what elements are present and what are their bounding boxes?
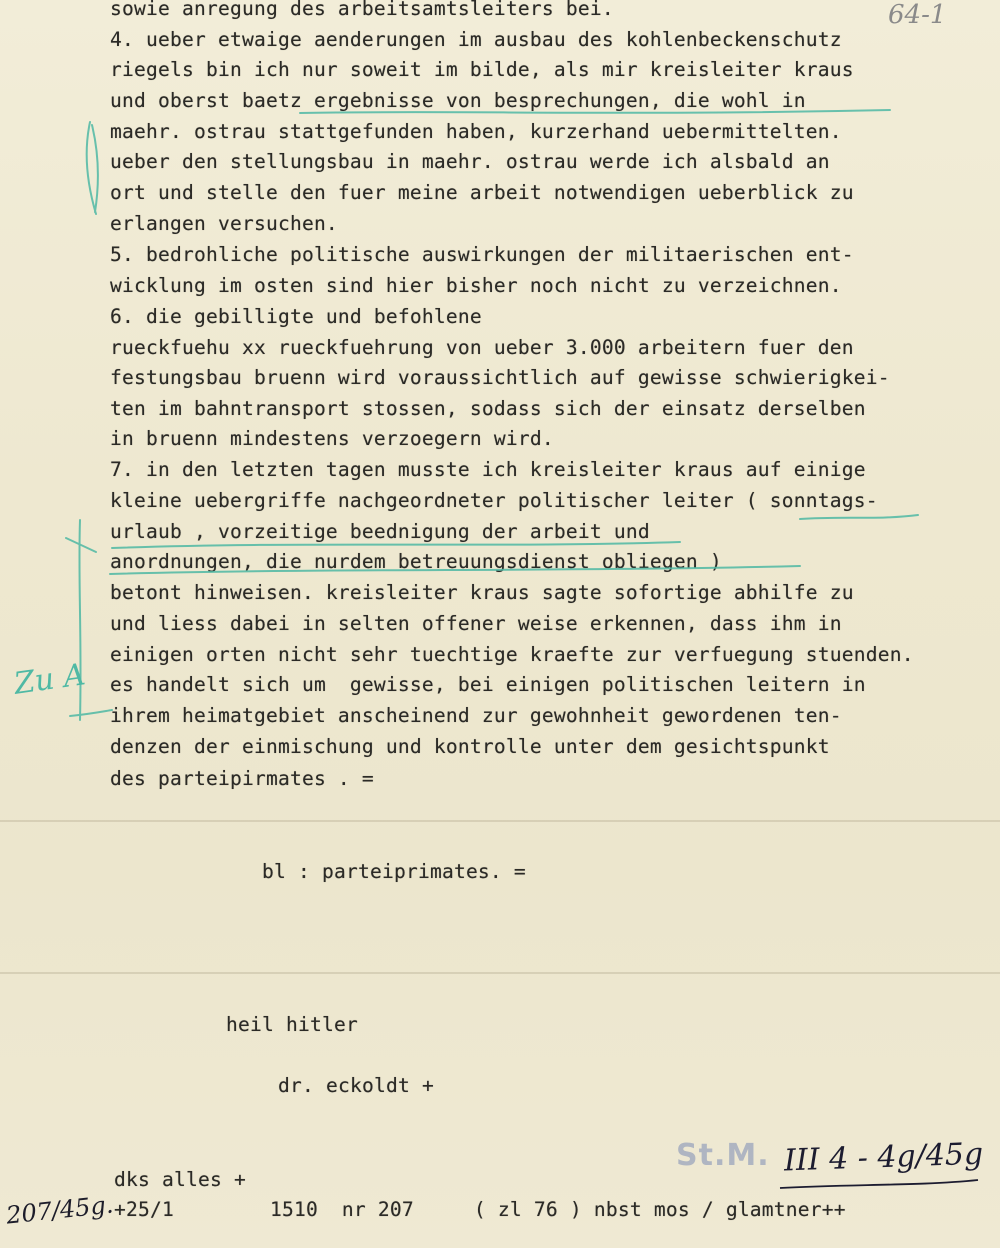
- text-line: und liess dabei in selten offener weise erkennen, dass ihm in: [110, 612, 842, 635]
- text-line: kleine uebergriffe nachgeordneter politischer leiter ( sonntags-: [110, 489, 878, 512]
- text-line: ihrem heimatgebiet anscheinend zur gewohnheit gewordenen ten-: [110, 704, 842, 727]
- footer-line-1: dks alles +: [114, 1168, 246, 1191]
- text-line: und oberst baetz ergebnisse von besprechungen, die wohl in: [110, 89, 806, 112]
- underline-mark: [780, 1180, 978, 1188]
- archive-reference-annotation: III 4 - 4g/45g: [783, 1136, 984, 1179]
- text-line: ort und stelle den fuer meine arbeit notwendigen ueberblick zu: [110, 181, 854, 204]
- text-line: riegels bin ich nur soweit im bilde, als mir kreisleiter kraus: [110, 58, 854, 81]
- tick-mark: [66, 538, 96, 552]
- margin-mark: Zu A: [11, 657, 88, 702]
- text-line: wicklung im osten sind hier bisher noch nicht zu verzeichnen.: [110, 274, 842, 297]
- closing-salutation: heil hitler: [226, 1013, 358, 1036]
- correction-line: bl : parteiprimates. =: [262, 860, 526, 883]
- text-line: erlangen versuchen.: [110, 212, 338, 235]
- archive-stamp: St.M.: [676, 1138, 770, 1173]
- paper-fold: [0, 820, 1000, 822]
- text-line: anordnungen, die nurdem betreuungsdienst obliegen ): [110, 550, 722, 573]
- text-line: sowie anregung des arbeitsamtsleiters bei.: [110, 0, 614, 20]
- text-line: 6. die gebilligte und befohlene: [110, 305, 482, 328]
- signature-line: dr. eckoldt +: [278, 1074, 434, 1097]
- text-line: festungsbau bruenn wird voraussichtlich auf gewisse schwierigkei-: [110, 366, 890, 389]
- text-line: es handelt sich um gewisse, bei einigen politischen leitern in: [110, 673, 866, 696]
- text-line: in bruenn mindestens verzoegern wird.: [110, 427, 554, 450]
- underline-mark: [800, 515, 918, 519]
- text-line: 5. bedrohliche politische auswirkungen der militaerischen ent-: [110, 243, 854, 266]
- text-line: ueber den stellungsbau in maehr. ostrau werde ich alsbald an: [110, 150, 830, 173]
- underline-mark: [70, 710, 112, 716]
- text-line: des parteipirmates . =: [110, 767, 374, 790]
- page-number-annotation: 64-1: [888, 0, 947, 30]
- text-line: ten im bahntransport stossen, sodass sich der einsatz derselben: [110, 397, 866, 420]
- text-line: urlaub , vorzeitige beednigung der arbeit und: [110, 520, 650, 543]
- text-line: rueckfuehu xx rueckfuehrung von ueber 3.000 arbeitern fuer den: [110, 336, 854, 359]
- text-line: 7. in den letzten tagen musste ich kreisleiter kraus auf einige: [110, 458, 866, 481]
- text-line: maehr. ostrau stattgefunden haben, kurzerhand uebermittelten.: [110, 120, 842, 143]
- text-line: betont hinweisen. kreisleiter kraus sagte sofortige abhilfe zu: [110, 581, 854, 604]
- text-line: 4. ueber etwaige aenderungen im ausbau des kohlenbeckenschutz: [110, 28, 842, 51]
- margin-reference-note: 207/45g.: [4, 1190, 115, 1230]
- footer-line-2: +25/1 1510 nr 207 ( zl 76 ) nbst mos / glamtner++: [114, 1198, 846, 1221]
- margin-bracket-mark: [87, 122, 98, 214]
- paper-fold: [0, 972, 1000, 974]
- text-line: denzen der einmischung und kontrolle unter dem gesichtspunkt: [110, 735, 830, 758]
- text-line: einigen orten nicht sehr tuechtige kraefte zur verfuegung stuenden.: [110, 643, 914, 666]
